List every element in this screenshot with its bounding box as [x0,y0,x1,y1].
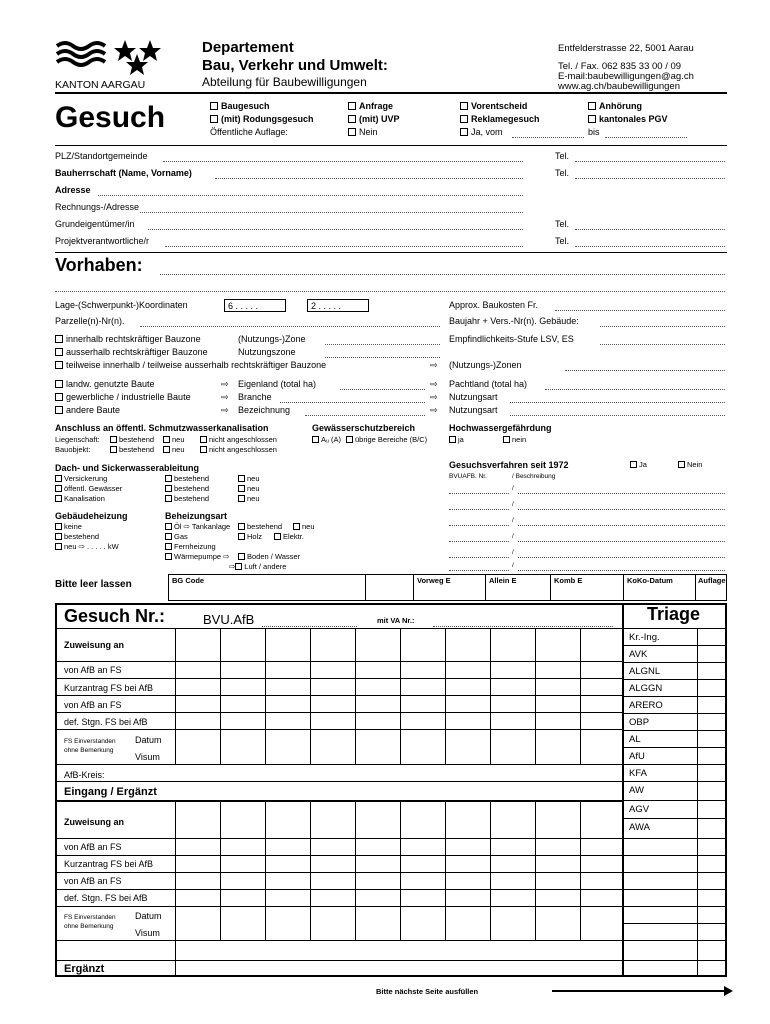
beheizung-elektr[interactable]: Elektr. [274,532,304,541]
dach-neu-3[interactable]: neu [238,494,260,503]
gv-nr-field[interactable] [449,570,509,571]
bvuafb-label: BVUAFB. Nr. [449,473,487,480]
anschluss-title: Anschluss an öffentl. Schmutzwasserkanalisation [55,423,269,433]
gesuchsverfahren-ja[interactable]: Ja [630,460,647,469]
gv-desc-field[interactable] [518,509,725,510]
plz-field[interactable] [163,161,523,162]
triage-line [622,800,727,801]
projektverantwortliche-label: Projektverantwortliche/r [55,236,150,246]
publication-to-field[interactable] [605,137,687,138]
grid-line [55,940,622,941]
au-option[interactable]: Aᵤ (A) [312,435,341,444]
publication-ja[interactable]: Ja, vom [460,127,503,137]
triage-line [622,713,727,714]
eigenland-field[interactable] [340,389,425,390]
wp-luft[interactable]: ⇨ Luft / andere [229,562,287,571]
nutzungs-zone-field[interactable] [325,344,440,345]
bauobjekt-neu[interactable]: neu [163,445,185,454]
checkbox[interactable] [460,128,468,136]
grid-line [55,855,622,856]
zuweisung-label-2: Zuweisung an [64,817,125,827]
tel-label-2: Tel. [555,168,570,178]
checkbox[interactable] [588,102,596,110]
von-afb-label-2: von AfB an FS [64,842,122,852]
canton-logo [55,38,165,78]
triage-item: AL [629,734,641,745]
rodung-option[interactable]: (mit) Rodungsgesuch [210,114,314,124]
gv-slash: / [512,533,514,540]
komb-label: Komb E [554,576,583,585]
gv-slash: / [512,517,514,524]
eigenland-label: Eigenland (total ha) [238,379,317,389]
triage-line [622,818,727,819]
tel-label-3: Tel. [555,219,570,229]
gewaesser-option[interactable]: öffentl. Gewässer [55,484,122,493]
triage-item: ARERO [629,700,663,711]
empfindlichkeit-field[interactable] [600,344,725,345]
arrow-icon: ⇨ [430,405,438,415]
andere-option[interactable]: andere Baute [55,405,120,415]
versickerung-option[interactable]: Versickerung [55,474,107,483]
arrow-icon: ⇨ [183,522,190,531]
grid-line [55,678,622,679]
ausserhalb-option[interactable]: ausserhalb rechtskräftiger Bauzone [55,347,208,357]
grid-line [55,872,622,873]
tel-field-3[interactable] [575,229,725,230]
arrow-icon: ⇨ [221,392,229,402]
tel-field-1[interactable] [575,161,725,162]
arrow-icon: ⇨ [430,392,438,402]
fs-einv-label-2: FS Einverstanden [64,914,116,921]
ohne-bem-label-2: ohne Bemerkung [64,923,114,930]
uebrige-option[interactable]: übrige Bereiche (B/C) [346,435,427,444]
grid-line [55,729,622,730]
branche-field[interactable] [280,402,425,403]
adresse-field[interactable] [98,195,523,196]
teilweise-option[interactable]: teilweise innerhalb / teilweise ausserhalb rechtskräftiger Bauzone [55,360,326,370]
arrow-icon: ⇨ [430,360,438,370]
afb-kreis-label: AfB-Kreis: [64,770,105,780]
bauherrschaft-label: Bauherrschaft (Name, Vorname) [55,168,192,178]
grid-col [265,628,266,764]
publication-from-field[interactable] [512,137,584,138]
triage-line [622,940,727,941]
dach-bestehend-3[interactable]: bestehend [165,494,209,503]
checkbox[interactable] [348,102,356,110]
arrow-right-icon [552,985,734,999]
checkbox[interactable] [55,361,63,369]
hochwasser-ja[interactable]: ja [449,435,464,444]
arrow-icon: ⇨ [221,405,229,415]
coord-x-field[interactable]: 6 . . . . . [224,299,286,312]
triage-line [622,855,727,856]
va-nr-field[interactable] [433,626,613,627]
arrow-icon: ⇨ [229,562,236,571]
hochwasser-nein[interactable]: nein [503,435,526,444]
canton-name: KANTON AARGAU [55,79,146,91]
grid-line [55,764,622,765]
beheizung-holz[interactable]: Holz [238,532,262,541]
grid-col [220,800,221,940]
reklamegesuch-option[interactable]: Reklamegesuch [460,114,540,124]
nutzungs-zonen-field[interactable] [565,370,725,371]
liegenschaft-label: Liegenschaft: [55,435,100,444]
triage-item: KFA [629,768,647,779]
grid-col [400,628,401,764]
dach-bestehend-1[interactable]: bestehend [165,474,209,483]
visum-label-2: Visum [135,928,160,938]
dach-bestehend-2[interactable]: bestehend [165,484,209,493]
triage-line [622,781,727,782]
triage-title: Triage [647,604,701,624]
checkbox[interactable] [210,115,218,123]
tel-field-2[interactable] [575,178,725,179]
triage-item: ALGGN [629,683,663,694]
rechnung-field[interactable] [140,212,523,213]
beheizung-waermepumpe[interactable]: Wärmepumpe ⇨ [165,552,230,561]
gv-desc-field[interactable] [518,570,725,571]
baukosten-field[interactable] [555,310,725,311]
coord-y-field[interactable]: 2 . . . . . [307,299,369,312]
koko-label: KoKo-Datum [627,576,673,585]
gv-desc-field[interactable] [518,557,725,558]
grid-line [55,695,622,696]
triage-line [622,872,727,873]
bauobjekt-label: Bauobjekt: [55,445,91,454]
grid-col [400,800,401,940]
gebaeude-title: Gebäudeheizung [55,511,128,521]
grid-col [580,628,581,764]
visum-label-1: Visum [135,752,160,762]
triage-line [622,747,727,748]
grid-line [55,889,622,890]
nutzungszone-label: Nutzungszone [238,347,296,357]
parzelle-label: Parzelle(n)-Nr(n). [55,316,125,326]
triage-line [622,923,727,924]
checkbox[interactable] [55,348,63,356]
grid-line [55,838,622,839]
email: E-mail:baubewilligungen@ag.ch [558,71,694,82]
gewerbliche-option[interactable]: gewerbliche / industrielle Baute [55,392,191,402]
triage-line [622,889,727,890]
dach-title: Dach- und Sickerwasserableitung [55,463,200,473]
hochwasser-title: Hochwassergefährdung [449,423,552,433]
von-afb2-label-2: von AfB an FS [64,876,122,886]
triage-line [622,662,727,663]
heizung-neu[interactable]: neu ⇨ . . . . . kW [55,542,119,551]
publication-label: Öffentliche Auflage: [210,127,288,137]
grid-line [55,906,622,907]
pachtland-label: Pachtland (total ha) [449,379,528,389]
datum-label-1: Datum [135,735,162,745]
publication-to-label: bis [588,127,600,137]
gv-slash: / [512,549,514,556]
fs-einv-label-1: FS Einverstanden [64,738,116,745]
eingang-label: Eingang / Ergänzt [64,786,157,798]
triage-line [622,838,727,839]
empfindlichkeit-label: Empfindlichkeits-Stufe LSV, ES [449,334,574,344]
triage-item: AWA [629,822,650,833]
baujahr-label: Baujahr + Vers.-Nr(n). Gebäude: [449,316,579,326]
grid-col [535,628,536,764]
grid-col [310,800,311,940]
triage-item: ALGNL [629,666,661,677]
plz-label: PLZ/Standortgemeinde [55,151,148,161]
tel-label-4: Tel. [555,236,570,246]
bauherrschaft-field[interactable] [215,178,523,179]
uvp-option[interactable]: (mit) UVP [348,114,400,124]
triage-item: AGV [629,804,650,815]
beheizung-oel[interactable]: Öl ⇨ Tankanlage [165,522,230,531]
grid-col [355,628,356,764]
ohne-bem-label-1: ohne Bemerkung [64,747,114,754]
dept-line3: Abteilung für Baubewilligungen [202,75,367,89]
liegenschaft-neu[interactable]: neu [163,435,185,444]
gv-slash: / [512,485,514,492]
gv-nr-field[interactable] [449,557,509,558]
grid-col [490,800,491,940]
checkbox[interactable] [55,393,63,401]
arrow-icon: ⇨ [221,379,229,389]
heizung-keine[interactable]: keine [55,522,82,531]
grid-line [55,712,622,713]
gv-nr-field[interactable] [449,509,509,510]
grid-col [220,628,221,764]
checkbox[interactable] [210,102,218,110]
leer-label: Bitte leer lassen [55,579,132,590]
koordinaten-label: Lage-(Schwerpunkt-)Koordinaten [55,300,188,310]
adresse-label: Adresse [55,185,91,195]
nutzungsart-label-2: Nutzungsart [449,405,498,415]
checkbox[interactable] [55,380,63,388]
bezeichnung-label: Bezeichnung [238,405,291,415]
gv-nr-field[interactable] [449,525,509,526]
publication-nein[interactable]: Nein [348,127,378,137]
kanalisation-option[interactable]: Kanalisation [55,494,105,503]
triage-item: AfU [629,751,645,762]
triage-line [622,679,727,680]
va-nr-label: mit VA Nr.: [377,616,415,625]
page-title: Gesuch [55,101,166,134]
checkbox[interactable] [460,102,468,110]
gv-desc-field[interactable] [518,541,725,542]
landw-option[interactable]: landw. genutzte Baute [55,379,155,389]
vorhaben-field[interactable] [160,274,725,275]
grid-col [535,800,536,940]
pgv-option[interactable]: kantonales PGV [588,114,668,124]
von-afb2-label-1: von AfB an FS [64,700,122,710]
triage-line [622,960,727,961]
gesuch-nr-field[interactable] [262,626,357,627]
ergaenzt-label: Ergänzt [64,963,105,975]
grundeigentuemer-label: Grundeigentümer/in [55,219,135,229]
gv-desc-field[interactable] [518,525,725,526]
heizung-bestehend[interactable]: bestehend [55,532,99,541]
checkbox[interactable] [348,115,356,123]
gv-nr-field[interactable] [449,541,509,542]
nutzungsart-label-1: Nutzungsart [449,392,498,402]
triage-line [622,906,727,907]
nutzungs-zone-label: (Nutzungs-)Zone [238,334,306,344]
parzelle-field[interactable] [140,326,440,327]
beheizung-title: Beheizungsart [165,511,228,521]
triage-line [622,696,727,697]
nutzungszone-field[interactable] [325,357,440,358]
rechnung-label: Rechnungs-/Adresse [55,202,140,212]
footer-text: Bitte nächste Seite ausfüllen [376,987,479,996]
nutzungsart-field-2[interactable] [510,415,725,416]
vorweg-label: Vorweg E [417,576,451,585]
grid-col [445,628,446,764]
grid-col [355,800,356,940]
anhoerung-option[interactable]: Anhörung [588,101,642,111]
projektverantwortliche-field[interactable] [165,246,523,247]
grid-col [490,628,491,764]
phone: Tel. / Fax. 062 835 33 00 / 09 [558,61,682,72]
vorhaben-label: Vorhaben: [55,255,143,275]
checkbox[interactable] [348,128,356,136]
liegenschaft-bestehend[interactable]: bestehend [110,435,154,444]
grid-col [580,800,581,940]
von-afb-label-1: von AfB an FS [64,665,122,675]
grid-line [55,781,622,782]
triage-item: OBP [629,717,650,728]
bauobjekt-bestehend[interactable]: bestehend [110,445,154,454]
gv-nr-field[interactable] [449,493,509,494]
gesuchsverfahren-nein[interactable]: Nein [678,460,702,469]
def-stgn-label-2: def. Stgn. FS bei AfB [64,893,148,903]
innerhalb-option[interactable]: innerhalb rechtskräftiger Bauzone [55,334,201,344]
web: www.ag.ch/baubewilligungen [558,81,680,92]
grid-line [55,960,622,961]
address: Entfelderstrasse 22, 5001 Aarau [558,43,694,54]
baukosten-label: Approx. Baukosten Fr. [449,300,539,310]
anfrage-option[interactable]: Anfrage [348,101,393,111]
beschreibung-label: / Beschreibung [512,473,556,480]
waves-stars-icon [55,38,165,78]
dach-neu-1[interactable]: neu [238,474,260,483]
liegenschaft-nicht[interactable]: nicht angeschlossen [200,435,277,444]
tank-neu[interactable]: neu [293,522,315,531]
allein-label: Allein E [489,576,517,585]
gesuch-nr-label: Gesuch Nr.: [64,606,166,626]
bezeichnung-field[interactable] [305,415,425,416]
grid-col [445,800,446,940]
vorentscheid-option[interactable]: Vorentscheid [460,101,527,111]
def-stgn-label-1: def. Stgn. FS bei AfB [64,717,148,727]
wp-boden[interactable]: Boden / Wasser [238,552,300,561]
auflage-label: Auflage [698,576,726,585]
baujahr-field[interactable] [600,326,725,327]
grid-col [265,800,266,940]
dept-line2: Bau, Verkehr und Umwelt: [202,57,388,74]
triage-item: AVK [629,649,648,660]
header-divider [55,92,727,94]
checkbox[interactable] [460,115,468,123]
zuweisung-label-1: Zuweisung an [64,640,125,650]
triage-line [622,645,727,646]
nutzungsart-field-1[interactable] [510,402,725,403]
grid-line [55,800,622,802]
grid-line [55,661,622,662]
grundeigentuemer-field[interactable] [148,229,523,230]
kurzantrag-label-2: Kurzantrag FS bei AfB [64,859,154,869]
grid-col [175,628,176,764]
checkbox[interactable] [55,335,63,343]
contacts-divider [55,252,727,253]
beheizung-fernheizung[interactable]: Fernheizung [165,542,216,551]
arrow-icon: ⇨ [78,542,85,551]
bg-code-label: BG Code [172,576,205,585]
gv-slash: / [512,501,514,508]
bauobjekt-nicht[interactable]: nicht angeschlossen [200,445,277,454]
triage-line [622,730,727,731]
pachtland-field[interactable] [545,389,725,390]
vorhaben-field-2[interactable] [55,291,725,292]
checkbox[interactable] [55,406,63,414]
gesuchsverfahren-title: Gesuchsverfahren seit 1972 [449,460,569,470]
gv-slash: / [512,562,514,569]
baugesuch-option[interactable]: Baugesuch [210,101,270,111]
gv-desc-field[interactable] [518,493,725,494]
triage-line [622,764,727,765]
arrow-icon: ⇨ [430,379,438,389]
dach-neu-2[interactable]: neu [238,484,260,493]
tel-label-1: Tel. [555,151,570,161]
kurzantrag-label-1: Kurzantrag FS bei AfB [64,683,154,693]
datum-label-2: Datum [135,911,162,921]
grid-col [310,628,311,764]
bvu-label: BVU.AfB [203,612,255,627]
grid-col [175,940,176,977]
nutzungs-zonen-label: (Nutzungs-)Zonen [449,360,522,370]
tank-bestehend[interactable]: bestehend [238,522,282,531]
tel-field-4[interactable] [575,246,725,247]
beheizung-gas[interactable]: Gas [165,532,188,541]
triage-item: Kr.-Ing. [629,632,660,643]
checkbox[interactable] [588,115,596,123]
arrow-icon: ⇨ [223,552,230,561]
grid-col [175,800,176,940]
gewaesser-title: Gewässerschutzbereich [312,423,416,433]
triage-item: AW [629,785,644,796]
branche-label: Branche [238,392,272,402]
dept-line1: Departement [202,39,294,56]
title-divider [55,145,727,146]
